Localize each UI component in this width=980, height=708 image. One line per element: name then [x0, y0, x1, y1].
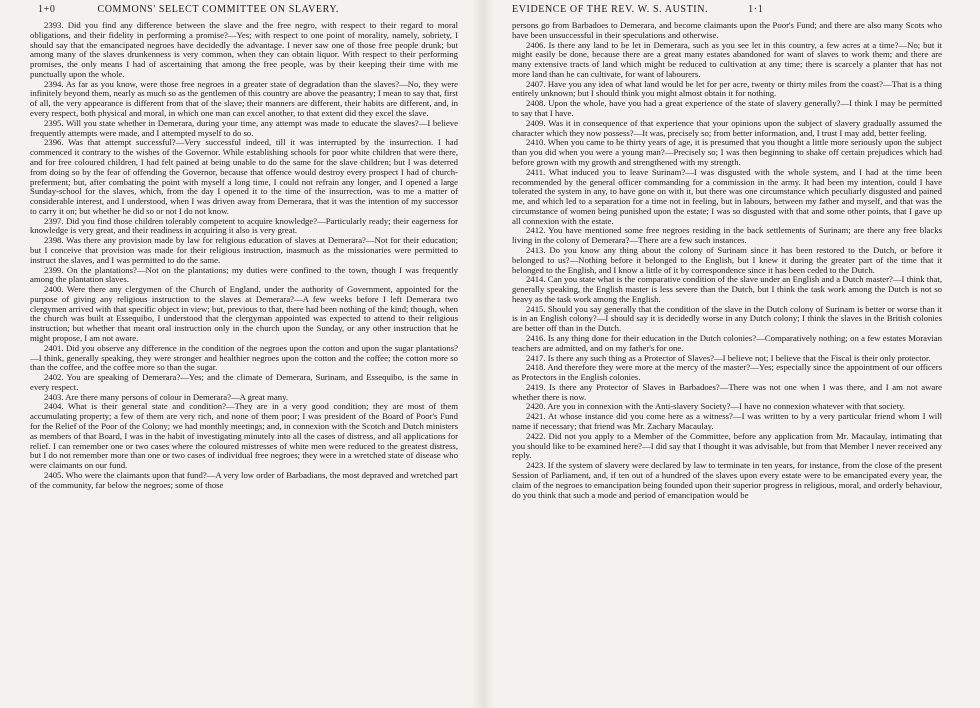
paragraph: 2403. Are there many persons of colour in Demerara?—A great many.	[44, 391, 289, 402]
paragraph: 2393. Did you find any difference between the slave and the free negro, with respect to their regard to moral obligations, and their fidelity in performing a promise?—Yes; with respect to one point of morality, namely, sobriety, I should say that the emancipated negroes have decidedly the advantage. I never saw one of those free people drunk; but among many of the slaves drunkenness is very common, when they can obtain liquor. With respect to their performing promises, the only means I had of ascertaining that among the free people, was by their keeping their time with me punctually upon the whole.	[30, 21, 458, 79]
paragraph: 2412. You have mentioned some free negroes residing in the back settlements of Surinam; are there any free blacks living in the colony of Demerara?—There are a few such instances.	[512, 225, 942, 246]
paragraph: 2419. Is there any Protector of Slaves in Barbadoes?—There was not one when I was there, and I am not aware whether there is now.	[512, 381, 942, 402]
paragraph: 2401. Did you observe any difference in the condition of the negroes upon the cotton and upon the sugar plantations?—I think, generally speaking, they were stronger and healthier negroes upon the cotton and the coffee; the cotton more so than the coffee, and the coffee more so than the sugar.	[30, 342, 458, 373]
page-gutter	[472, 0, 494, 708]
paragraph: 2411. What induced you to leave Surinam?—I was disgusted with the whole system, and I had at the time been recommended by the general officer commanding for a commission in the army. It had been my intention, could I have tolerated the system in any, to have gone on with it, but there was one circumstance which peculiarly disgusted and pained me, and which led to a separation for a time not in feeling, but in labours, between my father and myself, and that was the circumstance of women being punished upon the estate; I was so disgusted with that and some other points, that I gave up all connexion with the estate.	[512, 166, 942, 226]
left-text-column	[30, 21, 458, 703]
paragraph: 2410. When you came to be thirty years of age, it is presumed that you thought a little more seriously upon the subject than you did when you were a young man?—Precisely so; I was then beginning to shake off certain prejudices which had before grown with my growth and strengthened with my strength.	[512, 137, 942, 167]
paragraph: 2400. Were there any clergymen of the Church of England, under the authority of Government, appointed for the purpose of giving any religious instruction to the slaves at Demerara?—A few weeks before I left Demerara two clergymen arrived with that specific object in view; but, previous to that, there had been nothing of the kind; though, when the church was built at Essequibo, I understood that the clergyman appointed was expected to attend to their religious instruction; but whether that meant oral instruction only in the church upon the Sunday, or any other instruction that he might propose, I am not aware.	[30, 284, 458, 343]
paragraph: 2422. Did not you apply to a Member of the Committee, before any application from Mr. Macaulay, intimating that you should like to be examined here?—I did say that I thought it was advisable, but from that Member I never received any reply.	[512, 430, 942, 461]
paragraph-continuation: persons go from Barbadoes to Demerara, and become claimants upon the Poor's Fund; and there are also many Scots who have been unsuccessful in their speculations and otherwise.	[512, 21, 942, 40]
paragraph: 2404. What is their general state and condition?—They are in a very good condition; they are most of them accumulating property; a few of them are very rich, and none of them poor; I was president of the Board of Poor's Fund for the Relief of the Poor of the Colony; we had monthly meetings; and, in connexion with the Scotch and Dutch ministers as members of that Board, I was in the habit of investigating minutely into all the cases of distress, and all applications for relief. I can remember one or two cases where the coloured mistresses of white men were reduced to the greatest distress, but I do not remember more than one or two cases of individual free negroes; they were in a wretched state of disease who were claimants on our fund.	[30, 401, 458, 471]
paragraph: 2396. Was that attempt successful?—Very successful indeed, till it was interrupted by the insurrection. I had commenced it contrary to the wishes of the Governor. While establishing schools for poor white children that were there, and for free coloured children, I had felt pained at being unable to do the same for the slave children; but I was deterred from doing so by the fear of offending the Governor, because that offence would destroy every prospect I had of church-preferment; but, after combating the point with myself a long time, I could not refrain any longer, and I opened a large Sunday-school for the slaves, which, from the day I opened it to the time of the insurrection, was to me a matter of considerable interest, and I understood, when I was driven away from Demerara, that it was the intention of my successor to carry it on; but whether he did so or not I do not know.	[30, 137, 458, 216]
paragraph: 2415. Should you say generally that the condition of the slave in the Dutch colony of Surinam is better or worse than it is in an English colony?—I should say it is decidedly worse in any Dutch colony; I think the slaves in the British colonies are better off than in the Dutch.	[512, 303, 942, 334]
paragraph: 2397. Did you find those children tolerably competent to acquire knowledge?—Particularly ready; their eagerness for knowledge is very great, and their readiness in acquiring it also is very great.	[30, 215, 458, 236]
paragraph: 2414. Can you state what is the comparative condition of the slave under an English and a Dutch master?—I think that, generally speaking, the English master is less severe than the Dutch, but I think the task work among the Dutch is not so heavy as the task work among the English.	[512, 274, 942, 304]
paragraph: 2416. Is any thing done for their education in the Dutch colonies?—Comparatively nothing; on a few estates Moravian teachers are admitted, and on my father's for one.	[512, 333, 942, 353]
paragraph: 2417. Is there any such thing as a Protector of Slaves?—I believe not; I believe that the Fiscal is their only protector.	[526, 352, 931, 363]
paragraph: 2421. At whose instance did you come here as a witness?—I was written to by a very particular friend whom I will name if necessary; that friend was Mr. Zachary Macaulay.	[512, 411, 942, 432]
paragraph: 2398. Was there any provision made by law for religious education of slaves at Demerara?—Not for their education; but I conceive that provision was made for their religious instruction, inasmuch as the missionaries were permitted to instruct the slaves, and I was permitted to do the same.	[30, 235, 458, 265]
left-page-number: 1+0	[38, 4, 56, 15]
left-running-title: COMMONS' SELECT COMMITTEE ON SLAVERY.	[97, 4, 339, 15]
paragraph: 2406. Is there any land to be let in Demerara, such as you see let in this country, a few acres at a time?—No; but it might easily be done, because there are a great many estates abandoned for want of slaves to work them; and there are many extensive tracts of land which might be reduced to cultivation at any time; there is scarcely a planter that has not more land than he can cultivate, for want of labourers.	[512, 39, 942, 79]
paragraph: 2395. Will you state whether in Demerara, during your time, any attempt was made to educate the slaves?—I believe frequently attempts were made, and I attempted myself to do so.	[30, 117, 458, 138]
paragraph: 2423. If the system of slavery were declared by law to terminate in ten years, for instance, from the close of the present Session of Parliament, and, if ten out of a hundred of the slaves upon every estate were to be emancipated every year, the claim of the negroes to emancipation being founded upon their superior progress in religious, moral, and orderly behaviour, do you think that such a mode and period of emancipation would be	[512, 460, 942, 500]
paragraph: 2418. And therefore they were more at the mercy of the master?—Yes; especially since the appointment of our officers as Protectors in the English colonies.	[512, 362, 942, 383]
paragraph: 2399. On the plantations?—Not on the plantations; my duties were confined to the town, though I was frequently among the plantation slaves.	[30, 264, 458, 285]
paragraph: 2394. As far as you know, were those free negroes in a greater state of degradation than the slaves?—No, they were infinitely beyond them, nearly as much so as the gentlemen of this country are above the peasantry; I mean to say that, first of all, the very appearance is different from that of the slave; their manners are different, their habits are different, and, in every respect, both physical and moral, in which one man can excel another, to that extent did they excel the slave.	[30, 78, 458, 119]
paragraph: 2402. You are speaking of Demerara?—Yes; and the climate of Demerara, Surinam, and Essequibo, is the same in every respect.	[30, 372, 458, 392]
right-page-number: 1·1	[748, 4, 764, 15]
right-running-title: EVIDENCE OF THE REV. W. S. AUSTIN.	[512, 4, 709, 15]
paragraph: 2413. Do you know any thing about the colony of Surinam since it has been restored to the Dutch, or before it belonged to us?—Nothing before it belonged to the English, but I knew it during the greater part of the time that it belonged to the English, and I know a little of it by correspondence since it has been ceded to the Dutch.	[512, 244, 942, 275]
right-text-column	[512, 21, 942, 703]
left-page-header	[38, 4, 339, 15]
right-page-header	[512, 4, 763, 15]
paragraph: 2407. Have you any idea of what land would be let for per acre, twenty or thirty miles from the coast?—That is a thing entirely unknown; but I should think you might almost obtain it for nothing.	[512, 78, 942, 99]
paragraph: 2409. Was it in consequence of that experience that your opinions upon the subject of slavery gradually assumed the character which they now possess?—It was, precisely so; from better information, and, I trust I may add, better feeling.	[512, 117, 942, 138]
paragraph: 2408. Upon the whole, have you had a great experience of the state of slavery generally?—I think I may be permitted to say that I have.	[512, 98, 942, 119]
paragraph: 2405. Who were the claimants upon that fund?—A very low order of Barbadians, the most depraved and wretched part of the community, far below the negroes; some of those	[30, 469, 458, 490]
paragraph: 2420. Are you in connexion with the Anti-slavery Society?—I have no connexion whatever with that society.	[526, 401, 905, 412]
